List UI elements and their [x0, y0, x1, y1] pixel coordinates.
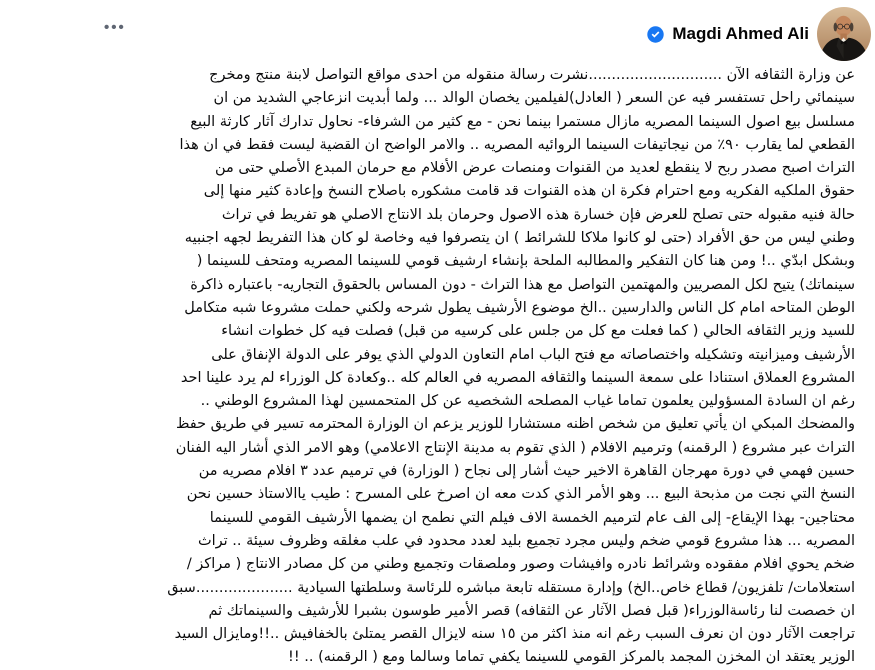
post-text-line: ان خصصت لنا رئاسةالوزراء( قبل فصل الآثار عن الثقافه) قصر الأمير طوسون بشبرا للأرشيف والسينماتك ثم [208, 602, 855, 619]
verified-badge-icon [647, 26, 664, 43]
post-text-line: الوطن المتاحه امام كل الناس والدارسين ..الخ موضوع الأرشيف يطول شرحه ولكني حملت مشروعا شبه متكامل [184, 299, 855, 316]
post-text-line: وطني ليس من حق الأفراد (حتى لو كانوا ملاكا للشرائط ) ان يتصرفوا فيه وخاصة لو كان هذا التفريط لجهه اجنبيه [184, 230, 855, 247]
post-text [14, 64, 855, 670]
post-text-line: رغم ان السادة المسؤولين يعلمون تماما غياب المصلحه الشخصيه عن كل المتحمسين لهذا المشروع الوطني .. [200, 393, 855, 410]
post-text-line: سينماتك) يتيح لكل المصريين والمهتمين التواصل مع هذا التراث - دون المساس بالحقوق التجاريه- باعتباره ذاكرة [190, 276, 855, 293]
post-text-line: ضخم يحوي افلام مفقوده وشرائط نادره وافيشات وصور وملصقات وتجميع وطني من كل مصادر الانتاج ( مراكز / [186, 556, 855, 573]
post-text-line: للسيد وزير الثقافه الحالي ( كما فعلت مع كل من جلس على كرسيه من قبل) فصلت فيه كل خطوات انشاء [221, 323, 855, 340]
author-name[interactable]: Magdi Ahmed Ali [672, 24, 809, 43]
post-text-line: مسلسل بيع اصول السينما المصريه مازال مستمرا بينما نحن - مع كثير من الشرفاء- نحاول تدارك آثار كارثة البيع [190, 113, 855, 130]
post-text-line: والمضحك المبكي ان يأتي تعليق من شخص اظنه مستشارا للوزير يزعم ان الوزارة المحترمه تسير في طريق حفظ [176, 416, 855, 433]
post-text-line: وبشكل ابدّي ..! ومن هنا كان التفكير والمطالبه الملحة بإنشاء ارشيف قومي للسينما المصريه ومتحف للسينما ( [196, 253, 855, 270]
post-text-line: حالة فنيه مقبوله حتى تصلح للعرض فإن خسارة هذه الاصول وحرمان بلد الانتاج الاصلي هو تفريط في تراث [221, 206, 855, 223]
post-text-line: الوزير يعتقد ان المخزن المجمد بالمركز القومي للسينما يكفي تماما وسالما ومع ( الرقمنه) .. !! [288, 649, 855, 666]
more-options-button[interactable] [100, 18, 130, 37]
post-text-line: محتاجين- بهذا الإيقاع- إلى الف عام لترميم الخمسة الاف فيلم التي نطمح ان يضمها الأرشيف القومي للسينما [209, 509, 855, 526]
post-text-line: التراث اصبح مصدر ربح لا ينقطع لعديد من القنوات ومنصات عرض الأفلام مع حرمان المبدع الأصلي حتى من [214, 160, 855, 177]
post-text-line: حقوق الملكيه الفكريه ومع احترام فكرة ان هذه القنوات قد قامت مشكوره باصلاح النسخ وإعادة كثير منها إلى [203, 183, 855, 200]
post-text-line: استعلامات/ تلفزيون/ قطاع خاص..الخ) وإدارة مستقله تابعة مباشره للرئاسة وسلطتها السيادية .....................سبق [167, 579, 855, 596]
post-text-line: القطعي لما يقارب ٩٠٪ من نيجاتيفات السينما الروائيه المصريه .. والامر الواضح ان القضية ليست فقط في ان هذا [179, 136, 855, 153]
avatar[interactable] [817, 7, 871, 61]
post-text-line: حسين فهمي في دورة مهرجان القاهرة الاخير حيث أشار إلى نجاح ( الوزارة) في ترميم عدد ٣ افلام مصريه من [198, 463, 855, 480]
post-text-line: سينمائي راحل تستفسر فيه عن السعر ( العادل)لفيلمين يخصان الوالد ... ولما أبديت انزعاجي الشديد من ان [213, 90, 855, 107]
post-text-line: المشروع العملاق استنادا على سمعة السينما والثقافه المصريه في العالم كله ..وكعادة كل الوزراء لم يرد علينا احد [180, 369, 855, 386]
post-text-line: التراث عبر مشروع ( الرقمنه) وترميم الافلام ( الذي تقوم به مدينة الإنتاج الاعلامي) وهو الامر الذي أشار اليه الفنان [175, 439, 855, 456]
post-text-line: الأرشيف وميزانيته وتشكيله واختصاصاته مع فتح الباب امام التعاون الدولي الذي يوفر على الدولة الإنفاق على [211, 346, 855, 363]
post-text-line: تراجعت الآثار دون ان نعرف السبب رغم انه منذ اكثر من ١٥ سنه لايزال القصر يمتلئ بالخفافيش ..!!ومايزال السيد [174, 626, 855, 643]
post-text-line: النسخ التي نجت من مذبحة البيع ... وهو الأمر الذي كدت معه ان اصرخ على المسرح : طيب ياالاستاذ حسين نحن [186, 486, 855, 503]
more-options-icon: ••• [104, 19, 126, 36]
post-author [647, 7, 871, 61]
post-text-line: المصريه ... هذا مشروع قومي ضخم وليس مجرد تجميع بليد لعدد محدود في علب مغلقه وظروف سيئة .. تراث [197, 532, 855, 549]
post-text-line: عن وزارة الثقافه الآن .............................نشرت رسالة منقوله من احدى مواقع التواصل لابنة منتج ومخرج [209, 67, 855, 83]
